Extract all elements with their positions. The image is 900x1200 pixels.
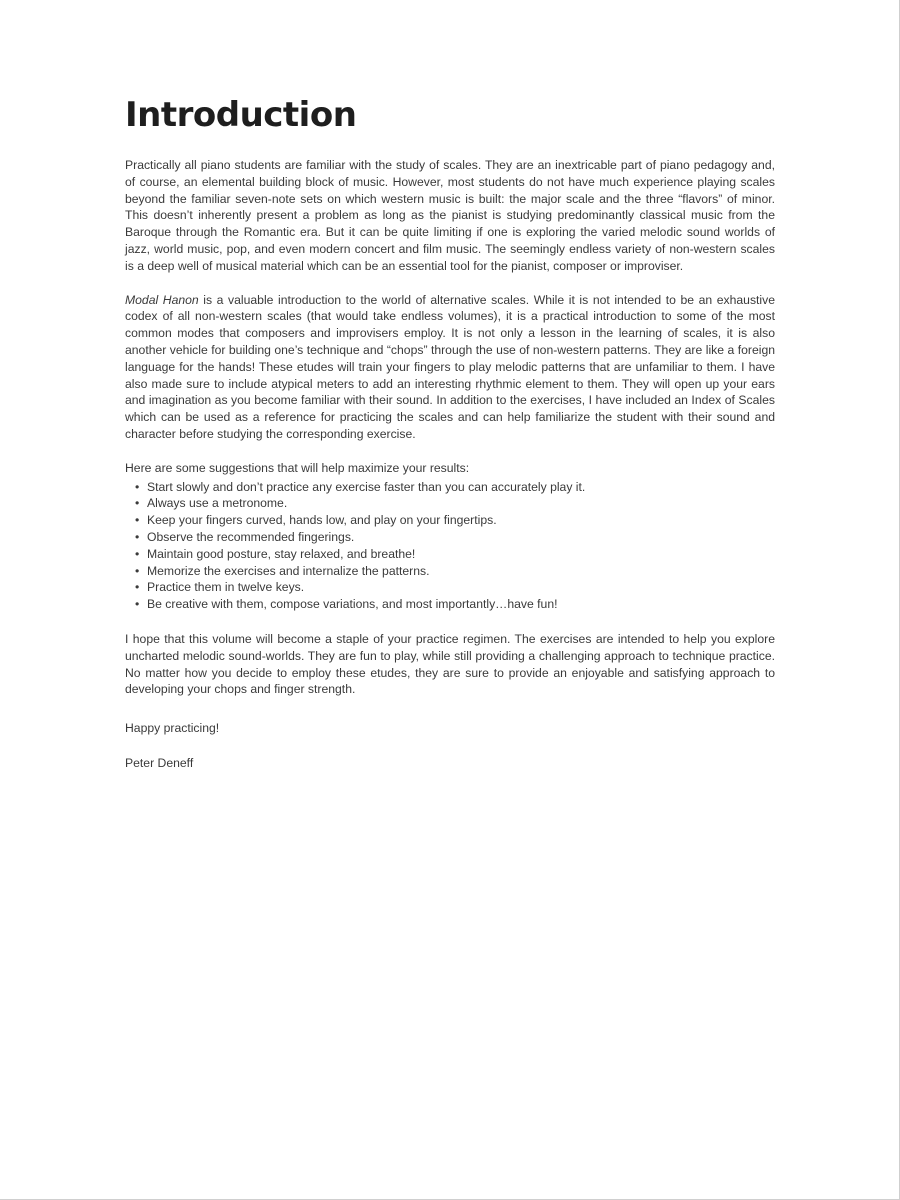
list-item bbox=[135, 579, 775, 596]
author-signature: Peter Deneff bbox=[125, 755, 194, 770]
closing-line: Happy practicing! bbox=[125, 721, 220, 736]
page-title: Introduction bbox=[125, 95, 357, 135]
suggestions-lead: Here are some suggestions that will help maximize your results: bbox=[125, 460, 470, 475]
list-item bbox=[135, 596, 775, 613]
list-item-text: Always use a metronome. bbox=[147, 496, 288, 511]
list-item-text: Keep your fingers curved, hands low, and play on your fingertips. bbox=[147, 513, 497, 528]
bullet-icon: • bbox=[135, 529, 140, 544]
list-item-text: Maintain good posture, stay relaxed, and breathe! bbox=[147, 546, 416, 561]
list-item bbox=[135, 563, 775, 580]
list-item-text: Practice them in twelve keys. bbox=[147, 580, 305, 595]
list-item-text: Observe the recommended fingerings. bbox=[147, 529, 355, 544]
list-item-text: Be creative with them, compose variations, and most importantly…have fun! bbox=[147, 597, 558, 612]
bullet-icon: • bbox=[135, 597, 140, 612]
bullet-icon: • bbox=[135, 546, 140, 561]
list-item-text: Start slowly and don’t practice any exercise faster than you can accurately play it. bbox=[147, 479, 586, 494]
list-item bbox=[135, 512, 775, 529]
list-item bbox=[135, 479, 775, 496]
list-item bbox=[135, 546, 775, 563]
bullet-icon: • bbox=[135, 496, 140, 511]
bullet-icon: • bbox=[135, 580, 140, 595]
bullet-icon: • bbox=[135, 479, 140, 494]
paragraph-modal-hanon bbox=[125, 292, 775, 443]
bullet-icon: • bbox=[135, 513, 140, 528]
bullet-icon: • bbox=[135, 563, 140, 578]
page-content bbox=[125, 95, 775, 789]
paragraph-scales-intro: Practically all piano students are familiar with the study of scales. They are an inextricable part of piano pedagogy and, of course, an elemental building block of music. However, most students do not have much experience playing scales beyond the familiar seven-note sets on which western music is built: the major scale and the three “flavors” of minor. This doesn’t inherently present a problem as long as the pianist is studying predominantly classical music from the Baroque through the Romantic era. But it can be quite limiting if one is exploring the varied melodic sound worlds of jazz, world music, pop, and even modern concert and film music. The seemingly endless variety of non-western scales is a deep well of musical material which can be an essential tool for the pianist, composer or improviser. bbox=[125, 158, 775, 273]
list-item-text: Memorize the exercises and internalize the patterns. bbox=[147, 563, 430, 578]
paragraph-closing-thoughts: I hope that this volume will become a staple of your practice regimen. The exercises are intended to help you explore uncharted melodic sound-worlds. They are fun to play, while still providing a challenging approach to technique practice. No matter how you decide to employ these etudes, they are sure to provide an enjoyable and satisfying approach to developing your chops and finger strength. bbox=[125, 631, 775, 697]
paragraph-modal-hanon-text: is a valuable introduction to the world of alternative scales. While it is not intended to be an exhaustive codex of all non-western scales (that would take endless volumes), it is a practical introduction to some of the most common modes that composers and improvisers employ. It is not only a lesson in the learning of scales, it is also another vehicle for building one’s technique and “chops” through the use of non-western patterns. They are like a foreign language for the hands! These etudes will train your fingers to play melodic patterns that are unfamiliar to them. I have also made sure to include atypical meters to add an interesting rhythmic element to them. They will open up your ears and imagination as you become familiar with their sound. In addition to the exercises, I have included an Index of Scales which can be used as a reference for practicing the scales and can help familiarize the student with their sound and character before studying the corresponding exercise. bbox=[125, 292, 775, 441]
suggestions-list bbox=[125, 479, 775, 613]
list-item bbox=[135, 495, 775, 512]
list-item bbox=[135, 529, 775, 546]
book-title-italic: Modal Hanon bbox=[125, 292, 199, 307]
